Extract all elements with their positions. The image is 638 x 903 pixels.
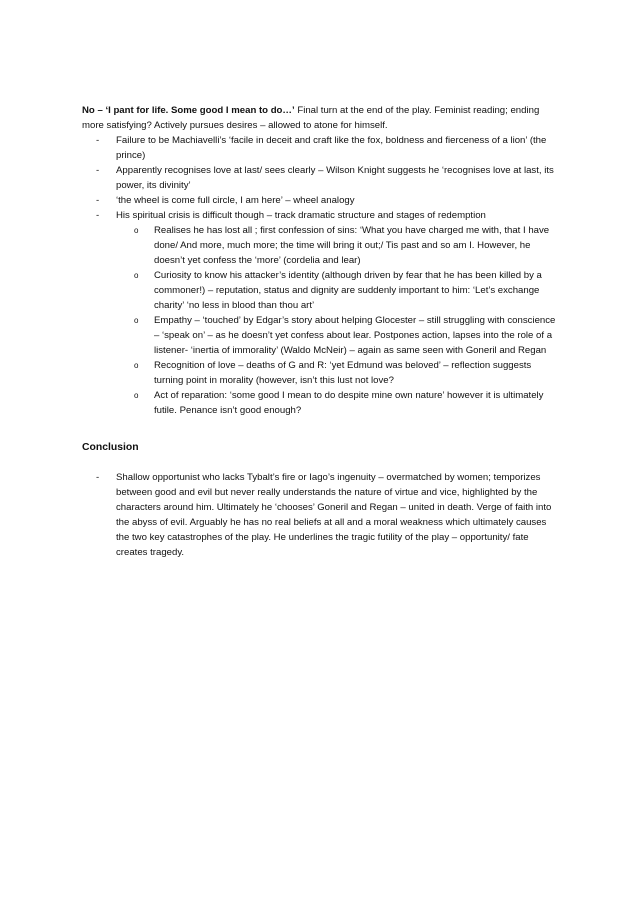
conclusion-item bbox=[82, 470, 562, 560]
sub-bullet-text: Recognition of love – deaths of G and R: ‘yet Edmund was beloved’ – reflection suggests turning point in morality (however, isn’t this lust not love? bbox=[154, 360, 532, 386]
dash-marker: - bbox=[96, 472, 100, 483]
sub-bullet-item bbox=[116, 313, 562, 358]
bullet-text: Apparently recognises love at last/ sees clearly – Wilson Knight suggests he ‘recognises love at last, its power, its divinity’ bbox=[116, 165, 554, 191]
bullet-item bbox=[82, 208, 562, 418]
sub-bullet-item bbox=[116, 358, 562, 388]
intro-heading: No – ‘I pant for life. Some good I mean to do…’ bbox=[82, 105, 295, 116]
dash-marker: - bbox=[96, 135, 100, 146]
main-bullet-list bbox=[82, 133, 562, 418]
bullet-item bbox=[82, 193, 562, 208]
bullet-item bbox=[82, 163, 562, 193]
bullet-text: His spiritual crisis is difficult though – track dramatic structure and stages of redemption bbox=[116, 210, 486, 221]
dash-marker: - bbox=[96, 210, 100, 221]
circle-marker: o bbox=[134, 271, 139, 280]
sub-bullet-text: Empathy – ‘touched’ by Edgar’s story about helping Glocester – still struggling with conscience – ‘speak on’ – as he doesn’t yet confess about lear. Postpones action, lapses into the role of a listener- ‘inertia of immorality’ (Waldo McNeir) – again as same seen with Goneril and Regan bbox=[154, 315, 556, 356]
sub-bullet-item bbox=[116, 388, 562, 418]
sub-bullet-text: Curiosity to know his attacker’s identity (although driven by fear that he has been killed by a commoner!) – reputation, status and dignity are suddenly important to him: ‘Let’s exchange charity’ ‘no less in blood than thou art’ bbox=[154, 270, 542, 311]
conclusion-heading: Conclusion bbox=[82, 442, 139, 453]
circle-marker: o bbox=[134, 391, 139, 400]
sub-bullet-list bbox=[116, 223, 562, 418]
dash-marker: - bbox=[96, 165, 100, 176]
circle-marker: o bbox=[134, 226, 139, 235]
bullet-text: Failure to be Machiavelli’s ‘facile in deceit and craft like the fox, boldness and fierceness of a lion’ (the prince) bbox=[116, 135, 547, 161]
document-page bbox=[82, 103, 562, 560]
circle-marker: o bbox=[134, 361, 139, 370]
intro-text: Final turn at the end of the play. Feminist reading; ending more satisfying? Actively pursues desires – allowed to atone for himself. bbox=[82, 105, 540, 131]
bullet-text: ‘the wheel is come full circle, I am here’ – wheel analogy bbox=[116, 195, 355, 206]
sub-bullet-text: Act of reparation: ‘some good I mean to do despite mine own nature’ however it is ultimately futile. Penance isn’t good enough? bbox=[154, 390, 544, 416]
conclusion-text: Shallow opportunist who lacks Tybalt’s fire or Iago’s ingenuity – overmatched by women; temporizes between good and evil but never really understands the nature of virtue and vice, highlighted by the characters around him. Ultimately he ‘chooses’ Goneril and Regan – united in death. Verge of faith into the abyss of evil. Arguably he has no real beliefs at all and a moral weakness which ultimately causes the two key catastrophes of the play. He underlines the tragic futility of the play – opportunity/ fate creates tragedy. bbox=[116, 472, 552, 558]
circle-marker: o bbox=[134, 316, 139, 325]
intro-paragraph bbox=[82, 103, 562, 133]
sub-bullet-item bbox=[116, 268, 562, 313]
bullet-item bbox=[82, 133, 562, 163]
sub-bullet-text: Realises he has lost all ; first confession of sins: ‘What you have charged me with, that I have done/ And more, much more; the time will bring it out;/ Tis past and so am I. However, he doesn’t yet confess the ‘more’ (cordelia and lear) bbox=[154, 225, 550, 266]
sub-bullet-item bbox=[116, 223, 562, 268]
dash-marker: - bbox=[96, 195, 100, 206]
conclusion-list bbox=[82, 470, 562, 560]
